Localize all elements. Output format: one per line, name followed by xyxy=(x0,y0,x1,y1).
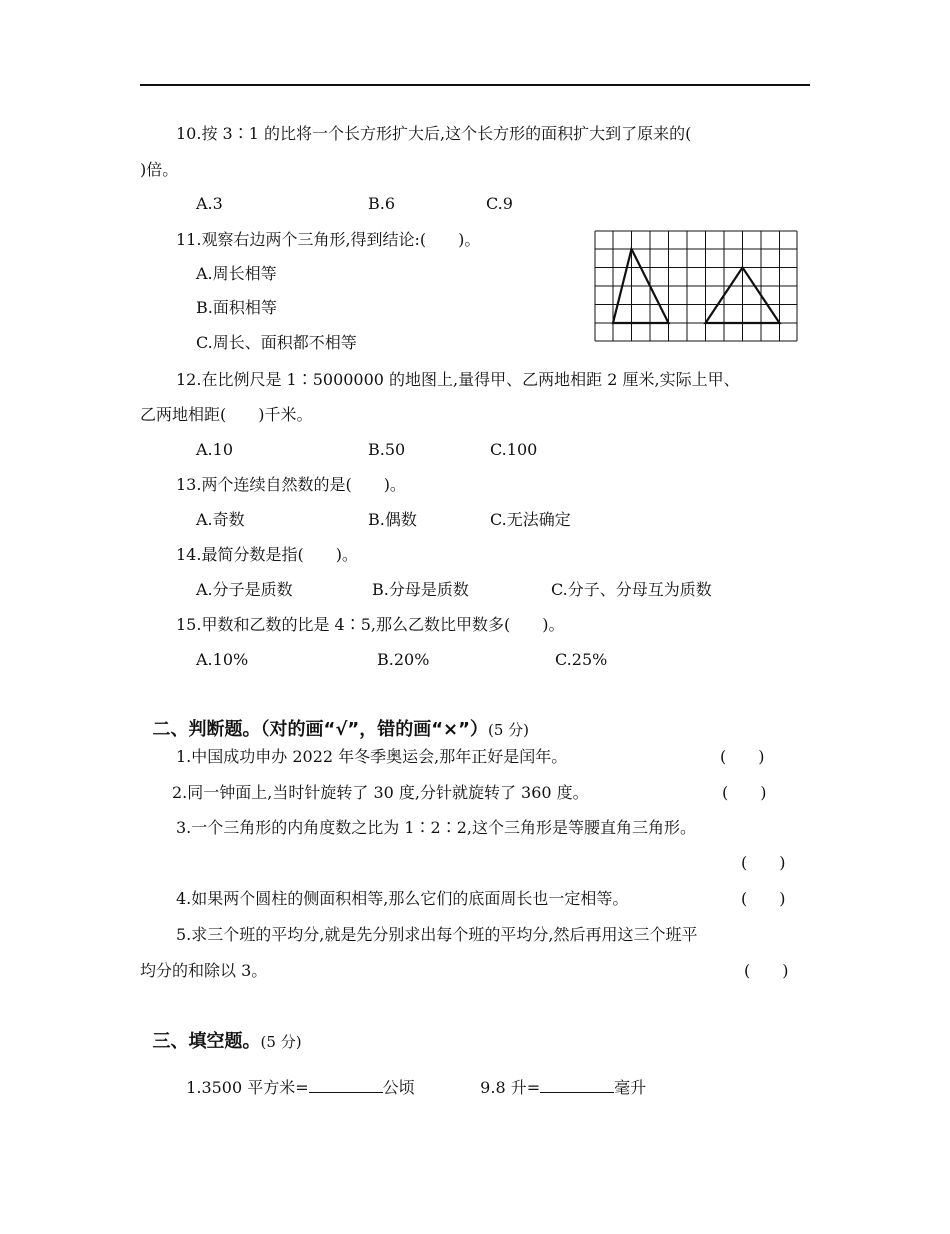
q12-option-a: A.10 xyxy=(196,440,233,459)
section2-title: 二、判断题。（对的画“√”，错的画“×”） xyxy=(152,719,488,740)
judge-item-4: 4.如果两个圆柱的侧面积相等,那么它们的底面周长也一定相等。 xyxy=(176,889,629,908)
header-rule xyxy=(140,84,810,86)
fill-item-1b xyxy=(470,1056,646,1098)
judge-answer-2: ( ) xyxy=(722,783,767,802)
fill-1a-prefix: 1.3500 平方米= xyxy=(186,1078,309,1097)
q10-stem-line2: )倍。 xyxy=(140,160,179,179)
q13-option-b: B.偶数 xyxy=(368,510,417,529)
triangle-grid-figure xyxy=(594,230,799,343)
fill-1b-blank[interactable] xyxy=(540,1076,614,1093)
judge-item-3: 3.一个三角形的内角度数之比为 1∶2∶2,这个三角形是等腰直角三角形。 xyxy=(176,818,696,837)
q15-option-a: A.10% xyxy=(196,650,249,669)
section2-score: (5 分) xyxy=(487,721,529,739)
q11-option-b: B.面积相等 xyxy=(196,298,277,317)
judge-item-5-line2: 均分的和除以 3。 xyxy=(140,961,268,980)
q13-option-a: A.奇数 xyxy=(196,510,245,529)
section2-heading xyxy=(140,697,529,741)
q15-option-b: B.20% xyxy=(377,650,430,669)
q14-option-c: C.分子、分母互为质数 xyxy=(551,580,712,599)
fill-1a-unit: 公顷 xyxy=(382,1078,415,1097)
section3-score: (5 分) xyxy=(260,1033,302,1051)
judge-item-1: 1.中国成功申办 2022 年冬季奥运会,那年正好是闰年。 xyxy=(176,747,568,766)
judge-item-2: 2.同一钟面上,当时针旋转了 30 度,分针就旋转了 360 度。 xyxy=(172,783,589,802)
fill-item-1a xyxy=(176,1056,415,1098)
q12-stem-line2: 乙两地相距( )千米。 xyxy=(140,405,313,424)
q13-option-c: C.无法确定 xyxy=(490,510,571,529)
judge-item-5-line1: 5.求三个班的平均分,就是先分别求出每个班的平均分,然后再用这三个班平 xyxy=(176,925,698,944)
section3-title: 三、填空题。 xyxy=(152,1031,261,1052)
q13-stem: 13.两个连续自然数的是( )。 xyxy=(176,475,406,494)
section3-heading xyxy=(140,1009,302,1053)
fill-1b-unit: 毫升 xyxy=(614,1078,647,1097)
q14-option-b: B.分母是质数 xyxy=(372,580,469,599)
q14-stem: 14.最简分数是指( )。 xyxy=(176,545,358,564)
q12-option-b: B.50 xyxy=(368,440,406,459)
grid-lines xyxy=(595,231,797,341)
q12-stem-line1: 12.在比例尺是 1∶5000000 的地图上,量得甲、乙两地相距 2 厘米,实际上甲、 xyxy=(176,370,740,389)
q11-option-c: C.周长、面积都不相等 xyxy=(196,333,357,352)
q12-option-c: C.100 xyxy=(490,440,538,459)
judge-answer-5: ( ) xyxy=(744,961,789,980)
fill-1a-blank[interactable] xyxy=(309,1076,383,1093)
q15-option-c: C.25% xyxy=(555,650,608,669)
judge-answer-3: ( ) xyxy=(741,853,786,872)
q10-option-a: A.3 xyxy=(196,194,223,213)
q10-stem-line1: 10.按 3∶1 的比将一个长方形扩大后,这个长方形的面积扩大到了原来的( xyxy=(176,124,692,143)
q11-option-a: A.周长相等 xyxy=(196,264,277,283)
judge-answer-1: ( ) xyxy=(720,747,765,766)
judge-answer-4: ( ) xyxy=(741,889,786,908)
q15-stem: 15.甲数和乙数的比是 4∶5,那么乙数比甲数多( )。 xyxy=(176,615,565,634)
q10-option-b: B.6 xyxy=(368,194,396,213)
q11-stem: 11.观察右边两个三角形,得到结论:( )。 xyxy=(176,230,481,249)
q14-option-a: A.分子是质数 xyxy=(196,580,293,599)
fill-1b-prefix: 9.8 升= xyxy=(480,1078,541,1097)
q10-option-c: C.9 xyxy=(486,194,513,213)
